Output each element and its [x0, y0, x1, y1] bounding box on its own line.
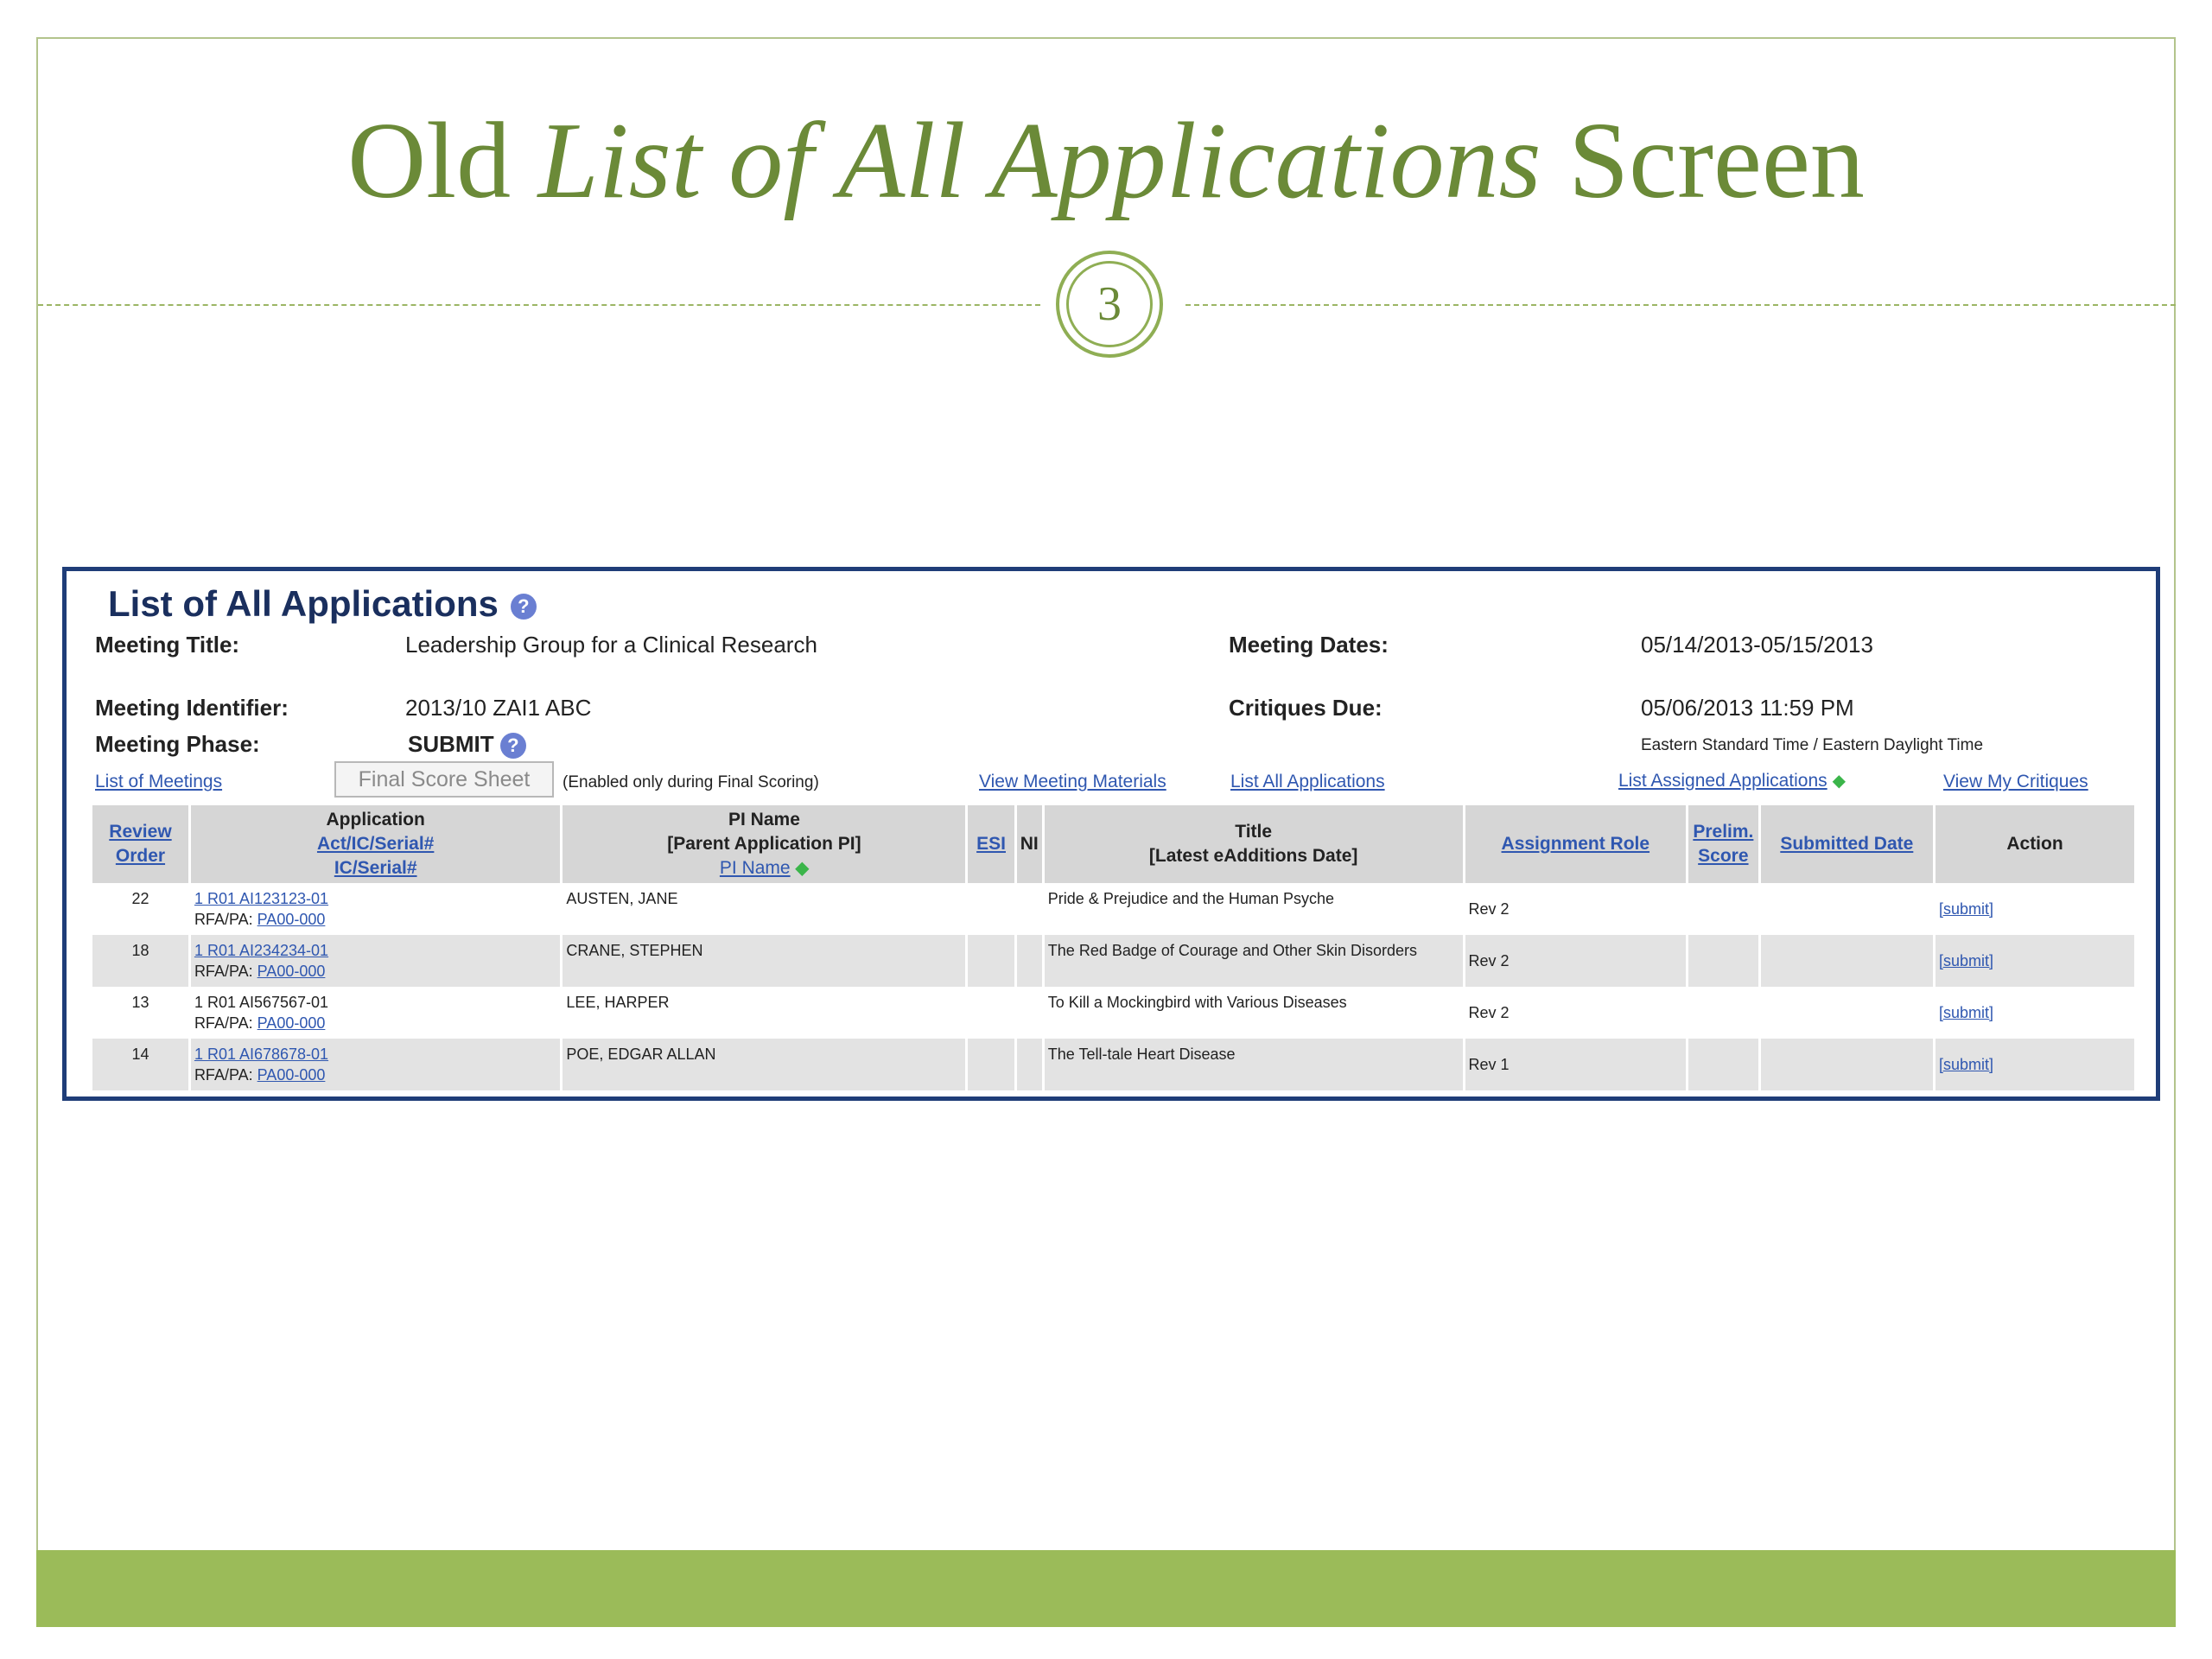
- rfa-link[interactable]: PA00-000: [257, 1014, 326, 1032]
- meeting-dates-label: Meeting Dates:: [1229, 632, 1389, 658]
- review-order-cell: 22: [92, 883, 189, 935]
- critiques-due-value: 05/06/2013 11:59 PM: [1641, 695, 1854, 721]
- header-action: Action: [1935, 805, 2136, 883]
- application-number: 1 R01 AI567567-01: [194, 994, 329, 1011]
- pi-name-cell: AUSTEN, JANE: [562, 883, 967, 935]
- header-ni: NI: [1015, 805, 1043, 883]
- list-assigned-applications: [1618, 770, 1846, 791]
- meeting-title-label: Meeting Title:: [95, 632, 240, 658]
- page-number: 3: [1066, 261, 1153, 347]
- header-act-ic-serial-link[interactable]: Act/IC/Serial#: [316, 834, 435, 854]
- pi-name-cell: POE, EDGAR ALLAN: [562, 1039, 967, 1090]
- meeting-identifier-value: 2013/10 ZAI1 ABC: [405, 695, 592, 721]
- pi-name-cell: CRANE, STEPHEN: [562, 935, 967, 987]
- timezone-note: Eastern Standard Time / Eastern Daylight Time: [1641, 736, 1984, 754]
- action-cell: [1935, 1039, 2136, 1090]
- table-row: [92, 987, 2136, 1039]
- screen-heading: [108, 583, 537, 625]
- application-cell: [189, 987, 561, 1039]
- rfa-line: RFA/PA: PA00-000: [194, 911, 326, 928]
- review-order-cell: 14: [92, 1039, 189, 1090]
- prelim-score-cell: [1688, 1039, 1760, 1090]
- table-row: [92, 883, 2136, 935]
- ni-cell: [1015, 935, 1043, 987]
- application-cell: [189, 1039, 561, 1090]
- assignment-role-cell: Rev 1: [1464, 1039, 1688, 1090]
- review-order-cell: 13: [92, 987, 189, 1039]
- submitted-date-cell: [1759, 935, 1934, 987]
- prelim-score-cell: [1688, 935, 1760, 987]
- rfa-link[interactable]: PA00-000: [257, 911, 326, 928]
- submitted-date-cell: [1759, 883, 1934, 935]
- header-pi-name-link[interactable]: PI Name: [719, 858, 791, 878]
- meeting-phase-value: SUBMIT ?: [408, 731, 526, 759]
- header-prelim-score[interactable]: Prelim. Score: [1688, 805, 1760, 883]
- view-my-critiques-link[interactable]: View My Critiques: [1943, 772, 2088, 791]
- prelim-score-cell: [1688, 987, 1760, 1039]
- meeting-phase-label: Meeting Phase:: [95, 731, 260, 757]
- header-review-order[interactable]: Review Order: [92, 805, 189, 883]
- submitted-date-cell: [1759, 1039, 1934, 1090]
- pi-name-cell: LEE, HARPER: [562, 987, 967, 1039]
- table-row: [92, 1039, 2136, 1090]
- footer-bar: [36, 1550, 2176, 1627]
- final-score-note: (Enabled only during Final Scoring): [563, 773, 819, 791]
- application-cell: [189, 935, 561, 987]
- action-cell: [1935, 987, 2136, 1039]
- title-cell: Pride & Prejudice and the Human Psyche: [1043, 883, 1464, 935]
- critiques-due-label: Critiques Due:: [1229, 695, 1382, 721]
- rfa-link[interactable]: PA00-000: [257, 963, 326, 980]
- screenshot-panel: [62, 567, 2160, 1101]
- rfa-link[interactable]: PA00-000: [257, 1066, 326, 1084]
- title-cell: The Red Badge of Courage and Other Skin Disorders: [1043, 935, 1464, 987]
- esi-cell: [967, 987, 1015, 1039]
- header-assignment-role[interactable]: Assignment Role: [1464, 805, 1688, 883]
- ni-cell: [1015, 987, 1043, 1039]
- assignment-role-cell: Rev 2: [1464, 883, 1688, 935]
- ni-cell: [1015, 1039, 1043, 1090]
- header-title: Title [Latest eAdditions Date]: [1043, 805, 1464, 883]
- table-row: [92, 935, 2136, 987]
- application-cell: [189, 883, 561, 935]
- esi-cell: [967, 1039, 1015, 1090]
- application-link[interactable]: 1 R01 AI678678-01: [194, 1046, 329, 1063]
- rfa-line: RFA/PA: PA00-000: [194, 1066, 326, 1084]
- list-of-meetings-link[interactable]: List of Meetings: [95, 772, 223, 791]
- page-number-badge: [1056, 251, 1163, 358]
- view-meeting-materials-link[interactable]: View Meeting Materials: [979, 772, 1166, 791]
- action-cell: [1935, 883, 2136, 935]
- list-all-applications-link[interactable]: List All Applications: [1230, 772, 1385, 791]
- submit-link[interactable]: [submit]: [1939, 900, 1994, 918]
- ni-cell: [1015, 883, 1043, 935]
- divider-left: [38, 304, 1040, 306]
- assignment-role-cell: Rev 2: [1464, 935, 1688, 987]
- meeting-dates-value: 05/14/2013-05/15/2013: [1641, 632, 1873, 658]
- submit-link[interactable]: [submit]: [1939, 1004, 1994, 1021]
- application-link[interactable]: 1 R01 AI234234-01: [194, 942, 329, 959]
- meeting-title-value: Leadership Group for a Clinical Research: [405, 632, 817, 658]
- header-pi-name: PI Name [Parent Application PI] PI Name ◆: [562, 805, 967, 883]
- assignment-role-cell: Rev 2: [1464, 987, 1688, 1039]
- table-header-row: [92, 805, 2136, 883]
- header-submitted-date[interactable]: Submitted Date: [1759, 805, 1934, 883]
- applications-table: [92, 805, 2137, 1090]
- esi-cell: [967, 935, 1015, 987]
- help-icon[interactable]: ?: [511, 594, 537, 620]
- slide-title: Old List of All Applications Screen: [347, 101, 1865, 221]
- header-ic-serial-link[interactable]: IC/Serial#: [334, 858, 417, 878]
- action-cell: [1935, 935, 2136, 987]
- list-assigned-applications-link[interactable]: List Assigned Applications: [1618, 771, 1827, 791]
- rfa-line: RFA/PA: PA00-000: [194, 1014, 326, 1032]
- application-link[interactable]: 1 R01 AI123123-01: [194, 890, 329, 907]
- pi-sort-indicator-icon: ◆: [795, 859, 809, 878]
- submit-link[interactable]: [submit]: [1939, 952, 1994, 969]
- header-application: Application Act/IC/Serial# IC/Serial#: [189, 805, 561, 883]
- meeting-identifier-label: Meeting Identifier:: [95, 695, 289, 721]
- submit-link[interactable]: [submit]: [1939, 1056, 1994, 1073]
- header-esi[interactable]: ESI: [967, 805, 1015, 883]
- esi-cell: [967, 883, 1015, 935]
- screen-heading-text: List of All Applications: [108, 583, 499, 624]
- final-score-sheet-button[interactable]: Final Score Sheet: [334, 761, 554, 798]
- submitted-date-cell: [1759, 987, 1934, 1039]
- prelim-score-cell: [1688, 883, 1760, 935]
- sort-indicator-icon: ◆: [1832, 772, 1847, 791]
- review-order-cell: 18: [92, 935, 189, 987]
- phase-help-icon[interactable]: ?: [500, 733, 526, 759]
- title-cell: To Kill a Mockingbird with Various Diseases: [1043, 987, 1464, 1039]
- divider-right: [1185, 304, 2176, 306]
- title-cell: The Tell-tale Heart Disease: [1043, 1039, 1464, 1090]
- rfa-line: RFA/PA: PA00-000: [194, 963, 326, 980]
